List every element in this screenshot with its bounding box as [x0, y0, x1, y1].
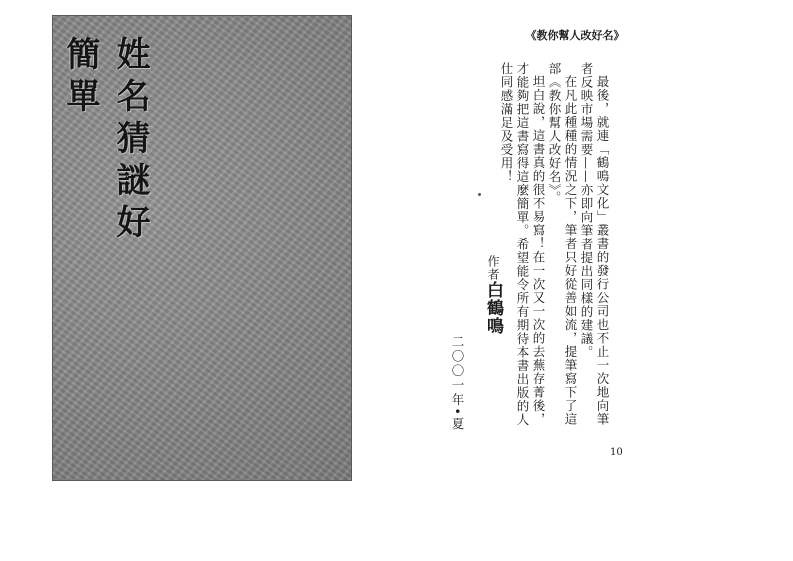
- author-signature: [464, 255, 504, 365]
- book-title: 姓名猜謎好簡單: [60, 36, 150, 246]
- date-line: 二〇〇一年•夏: [450, 335, 465, 432]
- paragraph: 在凡此種種的情況之下，筆者只好從善如流，提筆寫下了這部《教你幫人改好名》。: [547, 62, 578, 426]
- author-name: 白鶴鳴: [483, 281, 503, 335]
- author-label: 作者: [486, 255, 500, 281]
- paragraph: 最後，就連「鶴鳴文化」叢書的發行公司也不止一次地向筆者反映市場需要——亦即向筆者提出同樣的建議。: [579, 62, 610, 426]
- paragraph: 坦白說，這書真的很不易寫！在一次又一次的去蕪存菁後，才能夠把這書寫得這麼簡單。希望能令所有期待本書出版的人仕同感滿足及受用！: [499, 62, 546, 427]
- running-head: 《教你幫人改好名》: [525, 29, 625, 42]
- text-page: [400, 0, 793, 561]
- ink-dot: [478, 193, 481, 196]
- title-panel: [52, 15, 352, 481]
- page-number: 10: [610, 447, 623, 458]
- body-text: [480, 62, 610, 432]
